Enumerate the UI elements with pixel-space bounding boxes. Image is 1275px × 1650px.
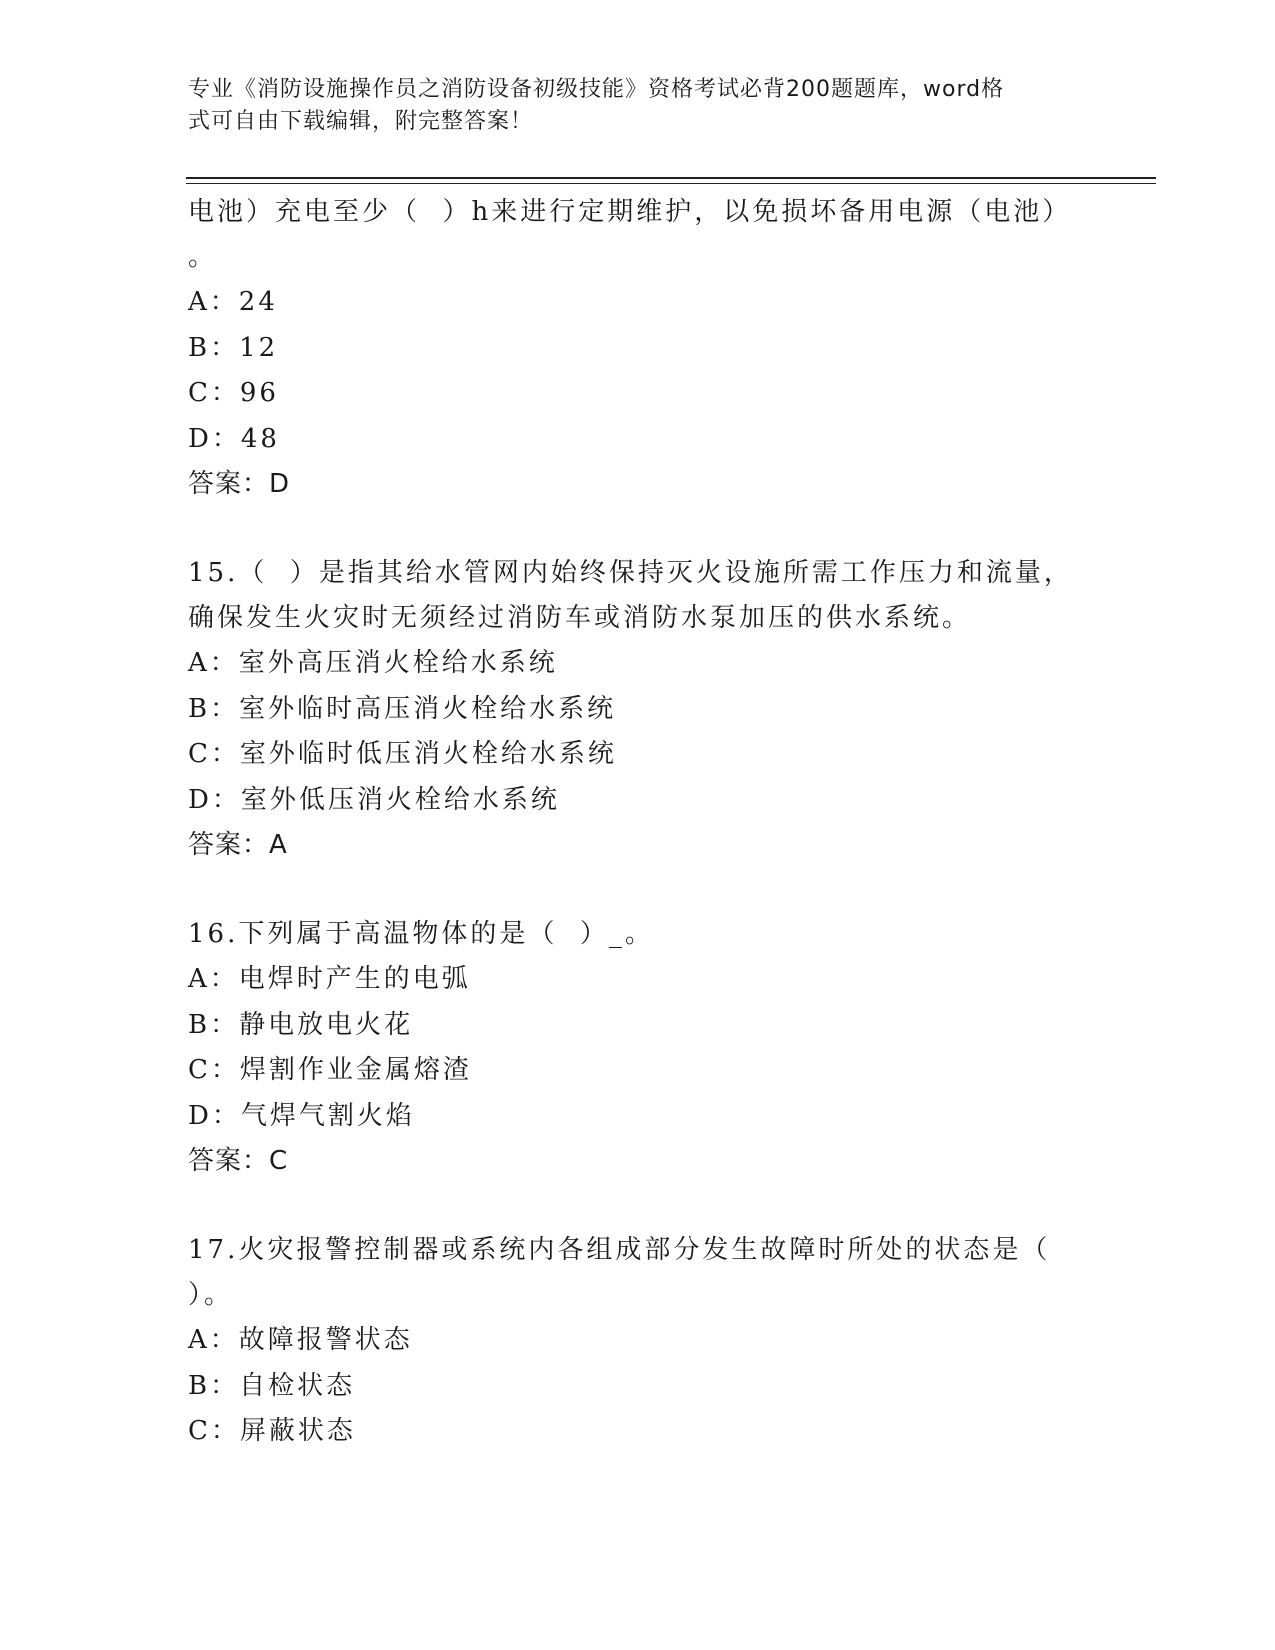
option-a: A：室外高压消火栓给水系统 (188, 648, 558, 678)
option-a: A：故障报警状态 (188, 1325, 413, 1355)
question-stem-line: 。 (188, 242, 218, 272)
option-b: B：12 (188, 332, 279, 363)
option-a: A：电焊时产生的电弧 (188, 964, 471, 994)
answer-line: 答案：A (188, 830, 288, 860)
question-list (188, 190, 1088, 1455)
header-line-1: 专业《消防设施操作员之消防设备初级技能》资格考试必背200题题库，word格 (188, 77, 1005, 102)
question-stem-line: 17.火灾报警控制器或系统内各组成部分发生故障时所处的状态是（ (188, 1235, 1051, 1265)
option-c: C：96 (188, 378, 279, 408)
question-16 (188, 912, 1088, 1184)
option-d: D：48 (188, 423, 280, 454)
header-divider-thick (186, 177, 1156, 179)
question-14 (188, 190, 1088, 507)
question-stem-line: 15.（ ）是指其给水管网内始终保持灭火设施所需工作压力和流量， (188, 558, 1073, 588)
question-17 (188, 1228, 1088, 1455)
answer-line: 答案：C (188, 1146, 289, 1176)
option-c: C：焊割作业金属熔渣 (188, 1055, 472, 1085)
answer-line: 答案：D (188, 469, 291, 499)
question-stem-line: 16.下列属于高温物体的是（ ）_。 (188, 919, 654, 949)
header-line-2: 式可自由下载编辑，附完整答案！ (188, 109, 534, 134)
option-b: B：自检状态 (188, 1370, 356, 1401)
option-d: D：室外低压消火栓给水系统 (188, 784, 560, 815)
option-c: C：屏蔽状态 (188, 1416, 356, 1446)
question-stem-line: 确保发生火灾时无须经过消防车或消防水泵加压的供水系统。 (188, 603, 972, 633)
option-d: D：气焊气割火焰 (188, 1100, 415, 1131)
question-15 (188, 551, 1088, 868)
question-stem-line: ）。 (188, 1280, 234, 1310)
option-a: A：24 (188, 287, 278, 317)
document-header (188, 74, 1068, 138)
question-stem-line: 电池）充电至少（ ）h来进行定期维护，以免损坏备用电源（电池） (188, 197, 1072, 227)
option-b: B：室外临时高压消火栓给水系统 (188, 693, 617, 724)
option-b: B：静电放电火花 (188, 1009, 414, 1040)
header-divider-thin (186, 183, 1156, 184)
option-c: C：室外临时低压消火栓给水系统 (188, 739, 617, 769)
